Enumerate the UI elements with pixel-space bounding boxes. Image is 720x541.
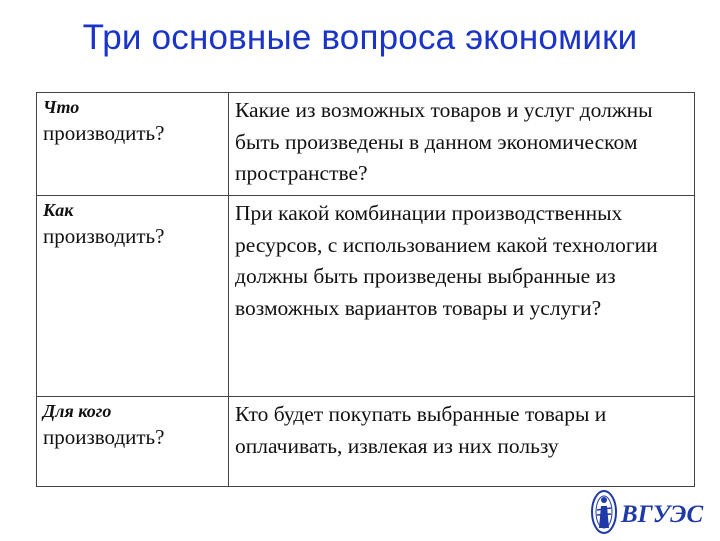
table-row — [37, 93, 695, 196]
question-verb: производить? — [43, 121, 165, 145]
question-verb: производить? — [43, 425, 165, 449]
question-cell — [37, 196, 229, 397]
question-cell — [37, 397, 229, 487]
question-verb: производить? — [43, 224, 165, 248]
logo-text: ВГУЭС — [621, 501, 704, 528]
question-word: Что — [43, 97, 80, 117]
table-row — [37, 196, 695, 397]
answer-cell: При какой комбинации производственных ресурсов, с использованием какой технологии должны быть произведены выбранные из возможных вариантов товары и услуги? — [229, 196, 695, 397]
table-row — [37, 397, 695, 487]
university-emblem-icon — [588, 488, 708, 536]
questions-table — [36, 92, 695, 487]
question-cell — [37, 93, 229, 196]
university-logo — [588, 488, 708, 536]
slide-title: Три основные вопроса экономики — [82, 18, 638, 57]
question-word: Как — [43, 200, 74, 220]
question-word: Для кого — [43, 401, 112, 421]
answer-cell: Какие из возможных товаров и услуг должны быть произведены в данном экономическом пространстве? — [229, 93, 695, 196]
answer-cell: Кто будет покупать выбранные товары и оплачивать, извлекая из них пользу — [229, 397, 695, 487]
